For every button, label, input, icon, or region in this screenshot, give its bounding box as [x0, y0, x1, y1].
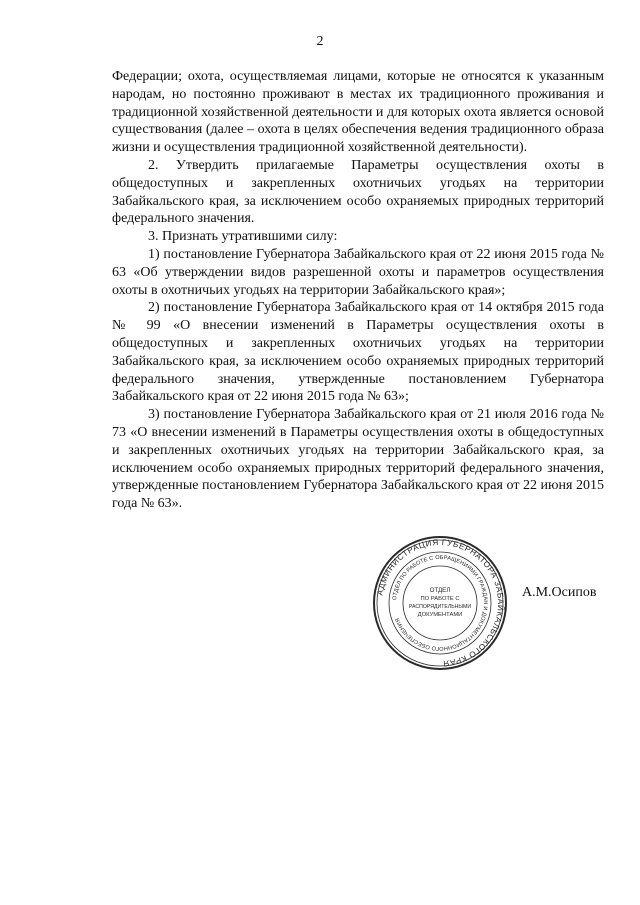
official-seal-stamp: [372, 535, 508, 671]
svg-text:РАСПОРЯДИТЕЛЬНЫМИ: РАСПОРЯДИТЕЛЬНЫМИ: [408, 604, 472, 610]
paragraph-repeal-item-3: 3) постановление Губернатора Забайкальского края от 21 июля 2016 года № 73 «О внесении изменений в Параметры осуществления охоты в общедоступных и закрепленных охотничьих угодьях на территории Забайкальского края, за исключением особо охраняемых природных территорий федерального значения, утвержденные постановлением Губернатора Забайкальского края от 22 июня 2015 года № 63».: [112, 407, 604, 512]
svg-text:ПО РАБОТЕ С: ПО РАБОТЕ С: [420, 596, 460, 602]
document-body: [112, 68, 604, 513]
svg-text:АДМИНИСТРАЦИЯ ГУБЕРНАТОРА ЗАБА: АДМИНИСТРАЦИЯ ГУБЕРНАТОРА ЗАБАЙКАЛЬСКОГО КРАЯ: [375, 537, 506, 669]
paragraph-repeal-heading: 3. Признать утратившими силу:: [148, 229, 338, 245]
page-number: 2: [316, 34, 324, 49]
paragraph-repeal-item-2: 2) постановление Губернатора Забайкальского края от 14 октября 2015 года № 99 «О внесении изменений в Параметры осуществления охоты в общедоступных и закрепленных охотничьих угодьях на территории Забайкальского края, за исключением особо охраняемых природных территорий федерального значения, утвержденные постановлением Губернатора Забайкальского края от 22 июня 2015 года № 63»;: [112, 300, 604, 405]
paragraph-repeal-item-1: 1) постановление Губернатора Забайкальского края от 22 июня 2015 года № 63 «Об утверждении видов разрешенной охоты и параметров осуществления охоты в охотничьих угодьях на территории Забайкальского края»;: [112, 246, 604, 298]
svg-text:ОТДЕЛ: ОТДЕЛ: [429, 587, 451, 594]
paragraph-hunting-definition: Федерации; охота, осуществляемая лицами, которые не относятся к указанным народам, но постоянно проживают в местах их традиционного проживания и традиционной хозяйственной деятельности и для которых охота является основой существования (далее – охота в целях обеспечения ведения традиционного образа жизни и осуществления традиционной хозяйственной деятельности).: [112, 69, 604, 156]
signatory-name: А.М.Осипов: [522, 585, 597, 600]
paragraph-approve-parameters: 2. Утвердить прилагаемые Параметры осуществления охоты в общедоступных и закрепленных охотничьих угодьях на территории Забайкальского края, за исключением особо охраняемых природных территорий федерального значения.: [112, 157, 604, 227]
svg-text:ОТДЕЛ ПО РАБОТЕ С ОБРАЩЕНИЯМИ: ОТДЕЛ ПО РАБОТЕ С ОБРАЩЕНИЯМИ ГРАЖДАН И ДОКУМЕНТАЦИОННОГО ОБЕСПЕЧЕНИЯ: [392, 554, 489, 652]
svg-text:ДОКУМЕНТАМИ: ДОКУМЕНТАМИ: [417, 612, 463, 618]
